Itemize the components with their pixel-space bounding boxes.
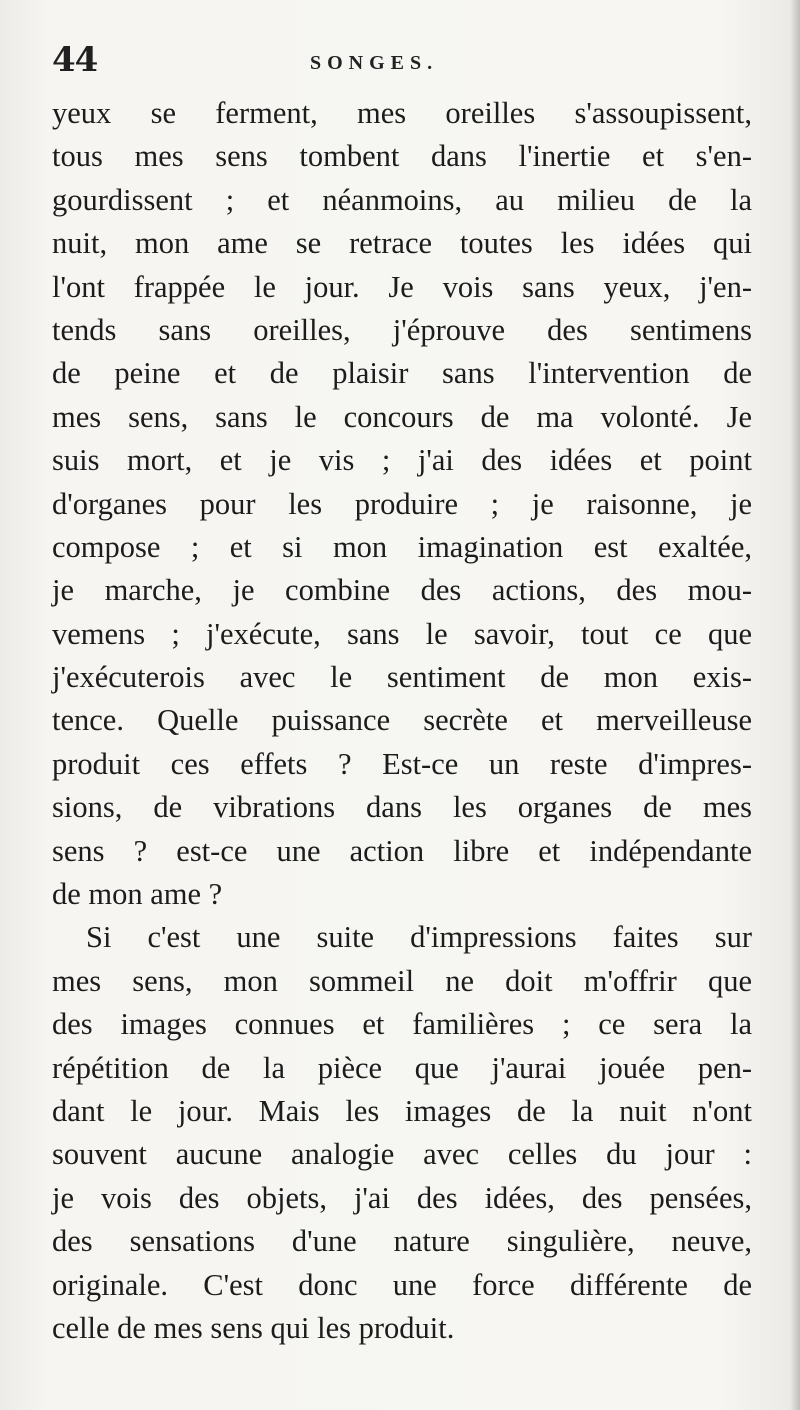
text-line: d'organes pour les produire ; je raisonne, je xyxy=(52,486,752,521)
page-edge-shadow xyxy=(790,0,800,1410)
text-line: répétition de la pièce que j'aurai jouée pen- xyxy=(52,1050,752,1085)
text-line: l'ont frappée le jour. Je vois sans yeux, j'en- xyxy=(52,269,752,304)
text-line: gourdissent ; et néanmoins, au milieu de la xyxy=(52,182,752,217)
text-line: nuit, mon ame se retrace toutes les idées qui xyxy=(52,226,752,261)
text-line: des sensations d'une nature singulière, neuve, xyxy=(52,1224,752,1259)
text-line: des images connues et familières ; ce sera la xyxy=(52,1007,752,1042)
text-line: celle de mes sens qui les produit. xyxy=(52,1310,455,1345)
text-line: vemens ; j'exécute, sans le savoir, tout ce que xyxy=(52,616,752,651)
page-number: 44 xyxy=(52,40,98,80)
running-title: SONGES. xyxy=(310,52,439,74)
text-line: mes sens, sans le concours de ma volonté. Je xyxy=(52,399,752,434)
text-line: de peine et de plaisir sans l'intervention de xyxy=(52,356,752,391)
page-header xyxy=(52,40,752,90)
text-line: mes sens, mon sommeil ne doit m'offrir que xyxy=(52,963,752,998)
text-line: Si c'est une suite d'impressions faites sur xyxy=(86,920,752,955)
text-line: j'exécuterois avec le sentiment de mon exis- xyxy=(52,660,752,695)
text-line: produit ces effets ? Est-ce un reste d'impres- xyxy=(52,746,752,781)
text-line: souvent aucune analogie avec celles du jour : xyxy=(52,1137,752,1172)
text-line: sens ? est-ce une action libre et indépendante xyxy=(52,833,752,868)
body-text xyxy=(52,92,752,1350)
text-line: je marche, je combine des actions, des mou- xyxy=(52,573,752,608)
text-line: suis mort, et je vis ; j'ai des idées et point xyxy=(52,443,752,478)
text-line: originale. C'est donc une force différente de xyxy=(52,1267,752,1302)
text-line: je vois des objets, j'ai des idées, des pensées, xyxy=(52,1180,752,1215)
text-line: tous mes sens tombent dans l'inertie et s'en- xyxy=(52,139,752,174)
text-line: yeux se ferment, mes oreilles s'assoupissent, xyxy=(52,96,752,130)
text-line: de mon ame ? xyxy=(52,877,223,912)
text-line: dant le jour. Mais les images de la nuit n'ont xyxy=(52,1093,752,1128)
text-line: sions, de vibrations dans les organes de mes xyxy=(52,790,752,825)
text-line: tence. Quelle puissance secrète et merveilleuse xyxy=(52,703,752,738)
text-line: tends sans oreilles, j'éprouve des sentimens xyxy=(52,312,752,347)
text-line: compose ; et si mon imagination est exaltée, xyxy=(52,529,752,564)
